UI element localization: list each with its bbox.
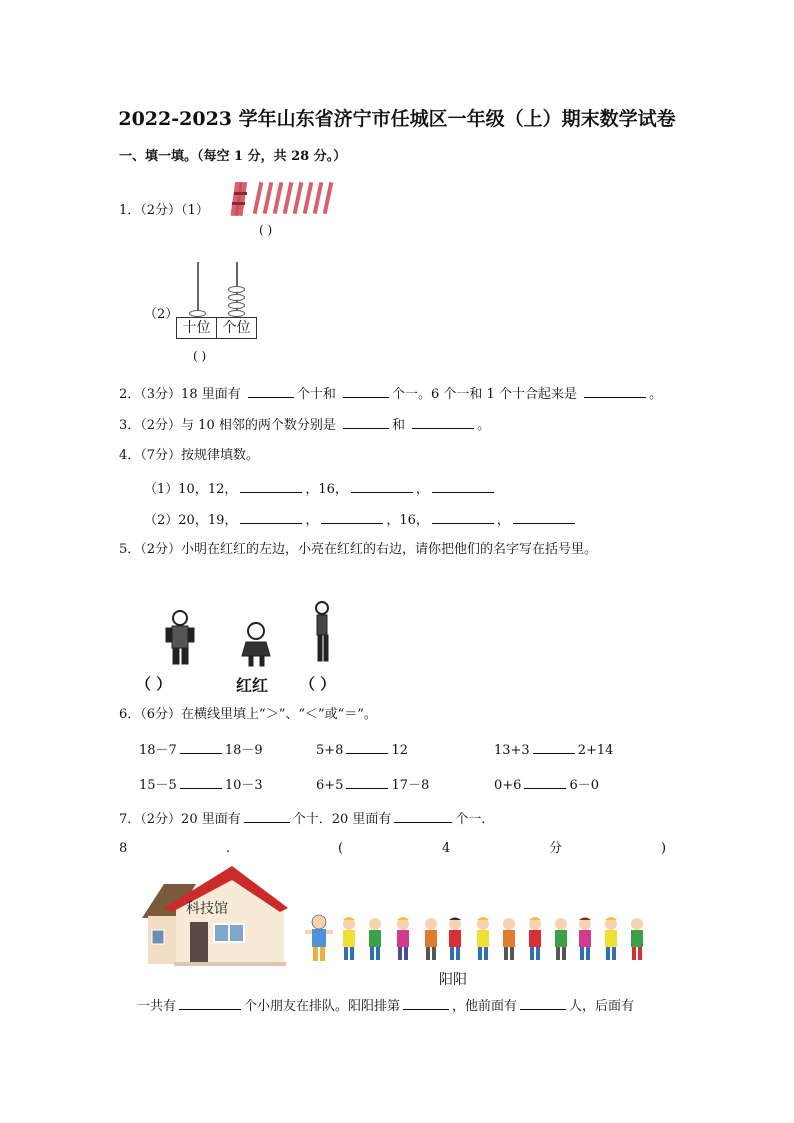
q2-text-d: 。 bbox=[649, 387, 663, 402]
q1-answer-paren-1: ( ) bbox=[259, 223, 273, 237]
abacus-bead bbox=[189, 310, 206, 317]
q4-r2-text-b: ， bbox=[305, 513, 319, 528]
answer-blank[interactable] bbox=[321, 511, 383, 524]
question-7 bbox=[119, 810, 494, 828]
answer-blank[interactable] bbox=[180, 776, 222, 789]
q6-expr-right: 12 bbox=[391, 743, 408, 758]
q2-text-b: 个十和 bbox=[296, 387, 336, 402]
q6-expr-right: 18－9 bbox=[224, 743, 263, 758]
kid-2 bbox=[343, 917, 355, 960]
q6-label: 6．（6分）在横线里填上“＞”、“＜”或“＝”。 bbox=[119, 707, 377, 722]
q4-r2-text-c: ，16， bbox=[386, 513, 429, 528]
q5-left-paren[interactable]: （ ） bbox=[136, 675, 172, 693]
answer-blank[interactable] bbox=[179, 997, 241, 1010]
answer-blank[interactable] bbox=[520, 997, 566, 1010]
q8-text-a: 一共有 bbox=[137, 999, 177, 1014]
q8-dot: . bbox=[226, 841, 231, 856]
q6-expr-left: 18－7 bbox=[139, 743, 177, 758]
q1-label: 1．（2分）（1） bbox=[119, 203, 209, 218]
q6-item bbox=[494, 741, 613, 759]
q6-item bbox=[139, 776, 263, 794]
answer-blank[interactable] bbox=[180, 741, 222, 754]
kid-5 bbox=[425, 918, 437, 960]
q4-label: 4．（7分）按规律填数。 bbox=[119, 448, 260, 463]
q4-r1-text-c: ， bbox=[415, 482, 429, 497]
kid-1 bbox=[305, 915, 333, 961]
answer-blank[interactable] bbox=[351, 480, 413, 493]
q4-row-1 bbox=[144, 480, 497, 498]
q7-text-b: 个十．20 里面有 bbox=[292, 812, 392, 827]
question-3 bbox=[119, 416, 490, 434]
kid-6 bbox=[449, 918, 461, 961]
q6-expr-left: 0+6 bbox=[494, 778, 522, 793]
q1-answer-paren-2: ( ) bbox=[193, 349, 207, 363]
q8-open-paren: ( bbox=[338, 841, 344, 856]
kid-3 bbox=[369, 918, 381, 960]
q8-text-d: 人，后面有 bbox=[569, 999, 635, 1014]
single-sticks bbox=[253, 182, 334, 214]
answer-blank[interactable] bbox=[248, 385, 294, 398]
q6-expr-right: 2+14 bbox=[577, 743, 614, 758]
abacus-bead bbox=[228, 286, 245, 293]
kids-queue-image bbox=[303, 912, 649, 968]
answer-blank[interactable] bbox=[244, 810, 290, 823]
answer-blank[interactable] bbox=[432, 480, 494, 493]
abacus bbox=[176, 260, 258, 370]
q3-text-b: 和 bbox=[392, 418, 406, 433]
q6-expr-left: 5+8 bbox=[316, 743, 344, 758]
q8-sentence bbox=[137, 997, 634, 1015]
answer-blank[interactable] bbox=[432, 511, 494, 524]
answer-blank[interactable] bbox=[533, 741, 575, 754]
ones-place-label: 个位 bbox=[216, 317, 257, 339]
tens-place-label: 十位 bbox=[176, 317, 217, 339]
question-2 bbox=[119, 385, 662, 403]
q3-text-c: 。 bbox=[477, 418, 491, 433]
answer-blank[interactable] bbox=[403, 997, 449, 1010]
kid-13 bbox=[631, 918, 643, 960]
q6-expr-right: 6－0 bbox=[569, 778, 599, 793]
girl-figure-middle bbox=[242, 623, 270, 666]
answer-blank[interactable] bbox=[394, 810, 452, 823]
answer-blank[interactable] bbox=[584, 385, 646, 398]
q8-unit: 分 bbox=[549, 841, 563, 856]
answer-blank[interactable] bbox=[524, 776, 566, 789]
boy-figure-left bbox=[166, 611, 194, 664]
answer-blank[interactable] bbox=[343, 416, 389, 429]
section-heading: 一、填一填。（每空 1 分，共 28 分。） bbox=[119, 149, 347, 164]
q7-text-c: 个一． bbox=[455, 812, 495, 827]
kid-4 bbox=[397, 917, 409, 960]
kid-8 bbox=[503, 918, 515, 960]
boy-figure-right bbox=[316, 602, 328, 661]
q6-item bbox=[316, 776, 429, 794]
stick-bundle-ten bbox=[231, 182, 248, 216]
q5-right-paren[interactable]: （ ） bbox=[300, 675, 336, 693]
q8-text-b: 个小朋友在排队。阳阳排第 bbox=[244, 999, 401, 1014]
abacus-bead bbox=[228, 302, 245, 309]
q4-r1-text-b: ，16， bbox=[305, 482, 348, 497]
q8-text-c: ，他前面有 bbox=[452, 999, 518, 1014]
q8-number: 8 bbox=[119, 841, 128, 856]
answer-blank[interactable] bbox=[346, 741, 388, 754]
answer-blank[interactable] bbox=[343, 385, 389, 398]
q2-text-a: 2．（3分）18 里面有 bbox=[119, 387, 241, 402]
q6-expr-left: 13+3 bbox=[494, 743, 530, 758]
q7-text-a: 7．（2分）20 里面有 bbox=[119, 812, 241, 827]
q5-middle-name: 红红 bbox=[236, 676, 269, 695]
q1-sub2-label: （2） bbox=[144, 307, 179, 322]
answer-blank[interactable] bbox=[240, 511, 302, 524]
q6-expr-right: 17－8 bbox=[391, 778, 430, 793]
q8-score: 4 bbox=[442, 841, 451, 856]
q6-item bbox=[494, 776, 599, 794]
answer-blank[interactable] bbox=[346, 776, 388, 789]
building-sign: 科技馆 bbox=[186, 901, 228, 917]
abacus-bead bbox=[228, 294, 245, 301]
q4-r2-text-a: （2）20，19， bbox=[144, 513, 238, 528]
kid-10 bbox=[555, 918, 567, 960]
stick-bundles-image bbox=[228, 178, 336, 218]
q8-close-paren: ) bbox=[661, 841, 667, 856]
answer-blank[interactable] bbox=[412, 416, 474, 429]
q3-text-a: 3．（2分）与 10 相邻的两个数分别是 bbox=[119, 418, 336, 433]
abacus-bead bbox=[228, 310, 245, 317]
answer-blank[interactable] bbox=[240, 480, 302, 493]
q6-expr-right: 10－3 bbox=[224, 778, 263, 793]
q6-expr-left: 15－5 bbox=[139, 778, 177, 793]
kid-name-label: 阳阳 bbox=[439, 972, 467, 988]
answer-blank[interactable] bbox=[513, 511, 575, 524]
q5-label: 5．（2分）小明在红红的左边，小亮在红红的右边，请你把他们的名字写在括号里。 bbox=[119, 542, 598, 557]
page-title: 2022-2023 学年山东省济宁市任城区一年级（上）期末数学试卷 bbox=[118, 108, 676, 130]
kid-9 bbox=[529, 917, 541, 960]
q4-r2-text-d: ， bbox=[496, 513, 510, 528]
kid-12 bbox=[605, 917, 617, 960]
kid-7 bbox=[477, 917, 489, 960]
q6-expr-left: 6+5 bbox=[316, 778, 344, 793]
children-figures-image bbox=[136, 598, 374, 672]
q2-text-c: 个一。6 个一和 1 个十合起来是 bbox=[392, 387, 577, 402]
kid-11 bbox=[579, 918, 591, 961]
q4-row-2 bbox=[144, 511, 578, 529]
q4-r1-text-a: （1）10，12， bbox=[144, 482, 238, 497]
q6-item bbox=[139, 741, 263, 759]
q6-item bbox=[316, 741, 408, 759]
